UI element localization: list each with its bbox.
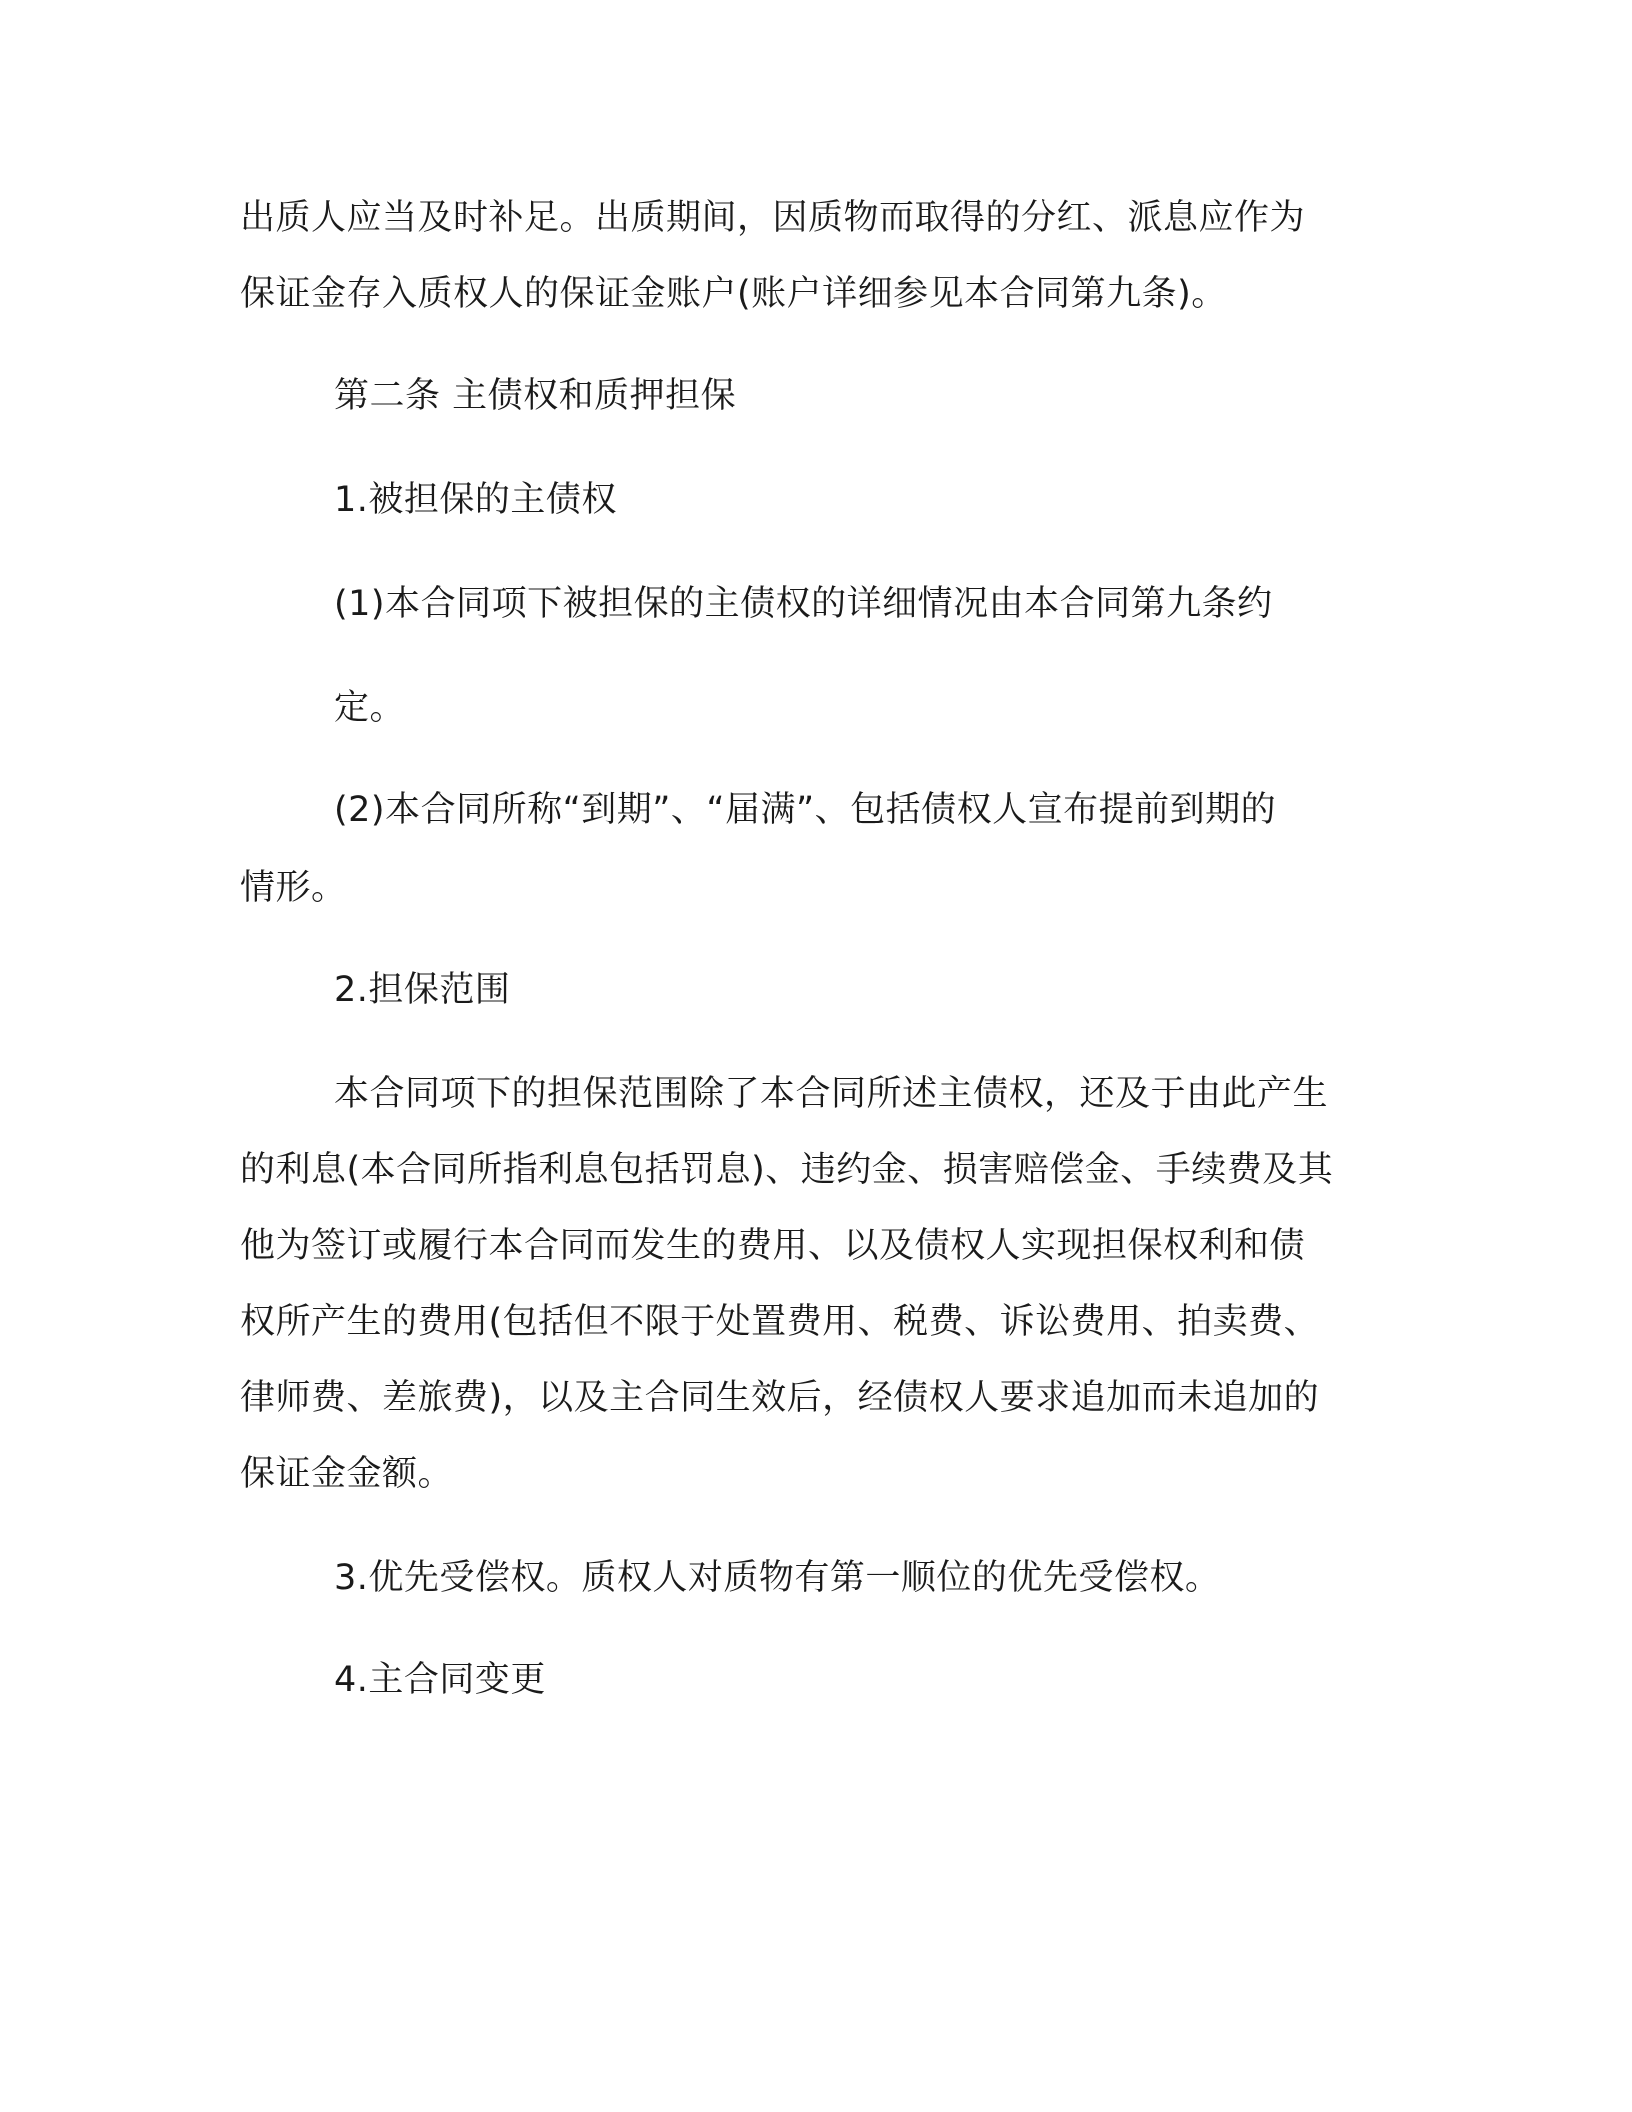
- text-line: (2)本合同所称“到期”、“届满”、包括债权人宣布提前到期的: [334, 790, 1277, 830]
- text-line: 3.优先受偿权。质权人对质物有第一顺位的优先受偿权。: [334, 1558, 1221, 1598]
- subsection-heading: 1.被担保的主债权: [334, 480, 617, 520]
- text-line: 情形。: [240, 868, 347, 908]
- text-line: 权所产生的费用(包括但不限于处置费用、税费、诉讼费用、拍卖费、: [240, 1302, 1320, 1342]
- subsection-heading: 4.主合同变更: [334, 1660, 546, 1700]
- text-line: (1)本合同项下被担保的主债权的详细情况由本合同第九条约: [334, 584, 1273, 624]
- text-line: 保证金存入质权人的保证金账户(账户详细参见本合同第九条)。: [240, 274, 1227, 314]
- text-line: 本合同项下的担保范围除了本合同所述主债权，还及于由此产生: [334, 1074, 1329, 1114]
- subsection-heading: 2.担保范围: [334, 970, 511, 1010]
- section-heading: 第二条 主债权和质押担保: [334, 376, 737, 416]
- text-line: 定。: [334, 688, 406, 728]
- text-line: 的利息(本合同所指利息包括罚息)、违约金、损害赔偿金、手续费及其: [240, 1150, 1334, 1190]
- text-line: 他为签订或履行本合同而发生的费用、以及债权人实现担保权利和债: [240, 1226, 1306, 1266]
- text-line: 保证金金额。: [240, 1454, 454, 1494]
- text-line: 出质人应当及时补足。出质期间，因质物而取得的分红、派息应作为: [240, 198, 1306, 238]
- text-line: 律师费、差旅费)，以及主合同生效后，经债权人要求追加而未追加的: [240, 1378, 1320, 1418]
